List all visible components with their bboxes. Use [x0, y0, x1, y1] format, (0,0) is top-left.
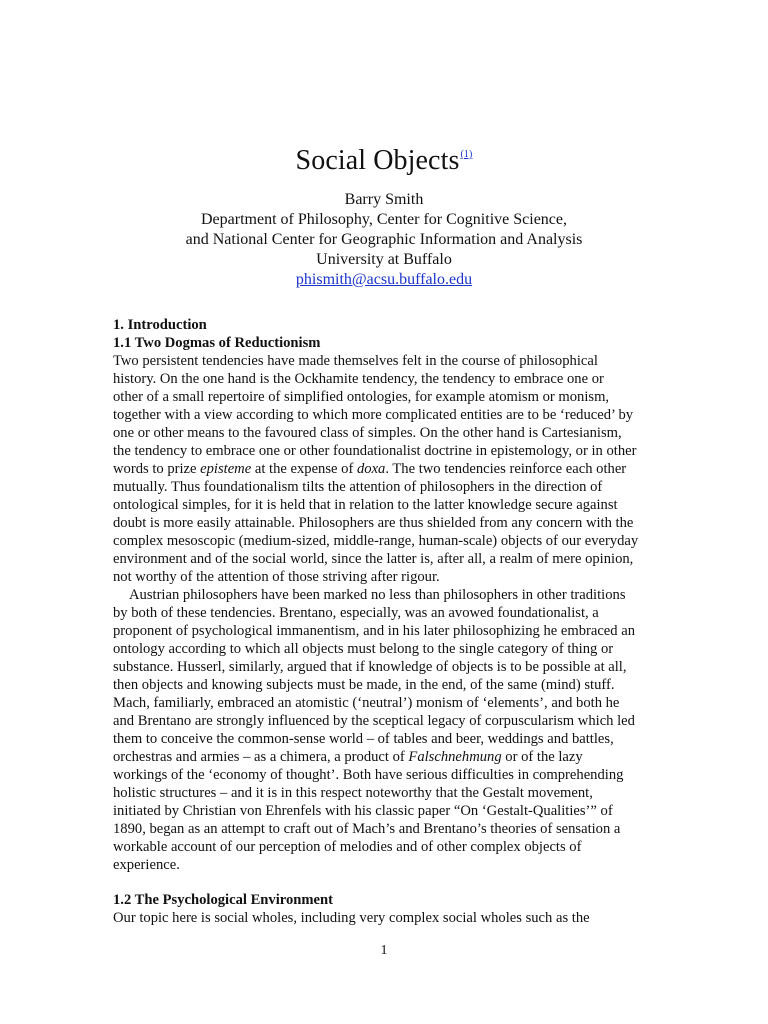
text-line: [113, 460, 661, 478]
section-heading: 1. Introduction: [113, 317, 207, 333]
subsection-heading: 1.1 Two Dogmas of Reductionism: [113, 335, 321, 351]
text-line: complex mesoscopic (medium-sized, middle-range, human-scale) objects of our everyday: [113, 533, 639, 549]
affiliation-line: and National Center for Geographic Information and Analysis: [185, 231, 583, 248]
text-span: or of the lazy: [501, 749, 583, 765]
text-line: workings of the ‘economy of thought’. Both have serious difficulties in comprehending: [113, 767, 624, 783]
text-span: at the expense of: [251, 461, 357, 477]
text-line: them to conceive the common-sense world – of tables and beer, weddings and battles,: [113, 731, 614, 747]
text-line: Two persistent tendencies have made themselves felt in the course of philosophical: [113, 353, 598, 369]
text-line: and Brentano are strongly influenced by the sceptical legacy of corpuscularism which led: [113, 713, 635, 729]
text-span: . The two tendencies reinforce each other: [385, 461, 627, 477]
paper-title-text: Social Objects: [295, 145, 460, 176]
text-line: substance. Husserl, similarly, argued that if knowledge of objects is to be possible at all,: [113, 659, 627, 675]
text-line: initiated by Christian von Ehrenfels with his classic paper “On ‘Gestalt-Qualities’” of: [113, 803, 613, 819]
text-line: the tendency to embrace one or other foundationalist doctrine in epistemology, or in other: [113, 443, 637, 459]
text-line: 1890, began as an attempt to craft out of Mach’s and Brentano’s theories of sensation a: [113, 821, 621, 837]
text-line: workable account of our perception of melodies and of other complex objects of: [113, 839, 582, 855]
text-line: together with a view according to which more complicated entities are to be ‘reduced’ by: [113, 407, 634, 423]
title-footnote-link[interactable]: (1): [460, 149, 473, 160]
paragraph: [113, 352, 661, 586]
affiliation-line: University at Buffalo: [316, 251, 452, 268]
text-line: environment and of the social world, since the latter is, after all, a realm of mere opinion,: [113, 551, 634, 567]
text-line: by both of these tendencies. Brentano, especially, was an avowed foundationalist, a: [113, 605, 599, 621]
author-email-link[interactable]: phismith@acsu.buffalo.edu: [295, 271, 473, 288]
text-line: not worthy of the attention of those striving after rigour.: [113, 569, 440, 585]
subsection-heading: 1.2 The Psychological Environment: [113, 892, 334, 908]
text-line: then objects and knowing subjects must be made, in the end, of the same (mind) stuff.: [113, 677, 615, 693]
text-line: one or other means to the favoured class of simples. On the other hand is Cartesianism,: [113, 425, 622, 441]
page-number: 1: [380, 943, 388, 958]
text-line: experience.: [113, 857, 180, 873]
text-line: ontological simples, for it is held that in relation to the latter knowledge secure against: [113, 497, 618, 513]
section-spacer: [113, 874, 661, 891]
text-line: proponent of psychological immanentism, and in his later philosophizing he embraced an: [113, 623, 636, 639]
text-line: Mach, familiarly, embraced an atomistic (‘neutral’) monism of ‘elements’, and both he: [113, 695, 620, 711]
text-line: [113, 748, 661, 766]
paragraph: [113, 909, 661, 927]
text-line: mutually. Thus foundationalism tilts the attention of philosophers in the direction of: [113, 479, 603, 495]
italic-term: Falschnehmung: [408, 749, 502, 765]
text-line: other of a small repertoire of simplified ontologies, for example atomism or monism,: [113, 389, 610, 405]
italic-term: doxa: [356, 461, 386, 477]
text-line: ontology according to which all objects must belong to the single category of thing or: [113, 641, 614, 657]
body-text: [113, 316, 661, 927]
text-line: history. On the one hand is the Ockhamite tendency, the tendency to embrace one or: [113, 371, 604, 387]
paragraph: [113, 586, 661, 874]
text-line: Our topic here is social wholes, including very complex social wholes such as the: [113, 910, 590, 926]
text-line: holistic structures – and it is in this respect noteworthy that the Gestalt movement,: [113, 785, 593, 801]
author-name: Barry Smith: [344, 191, 424, 208]
text-span: words to prize: [113, 461, 201, 477]
affiliation-line: Department of Philosophy, Center for Cognitive Science,: [201, 211, 567, 228]
author-block: [0, 190, 768, 290]
text-line: doubt is more easily attainable. Philosophers are thus shielded from any concern with the: [113, 515, 634, 531]
paper-title: [0, 138, 768, 178]
text-line: Austrian philosophers have been marked no less than philosophers in other traditions: [129, 587, 626, 603]
italic-term: episteme: [200, 461, 252, 477]
title-block: [0, 138, 768, 178]
text-span: orchestras and armies – as a chimera, a product of: [113, 749, 409, 765]
